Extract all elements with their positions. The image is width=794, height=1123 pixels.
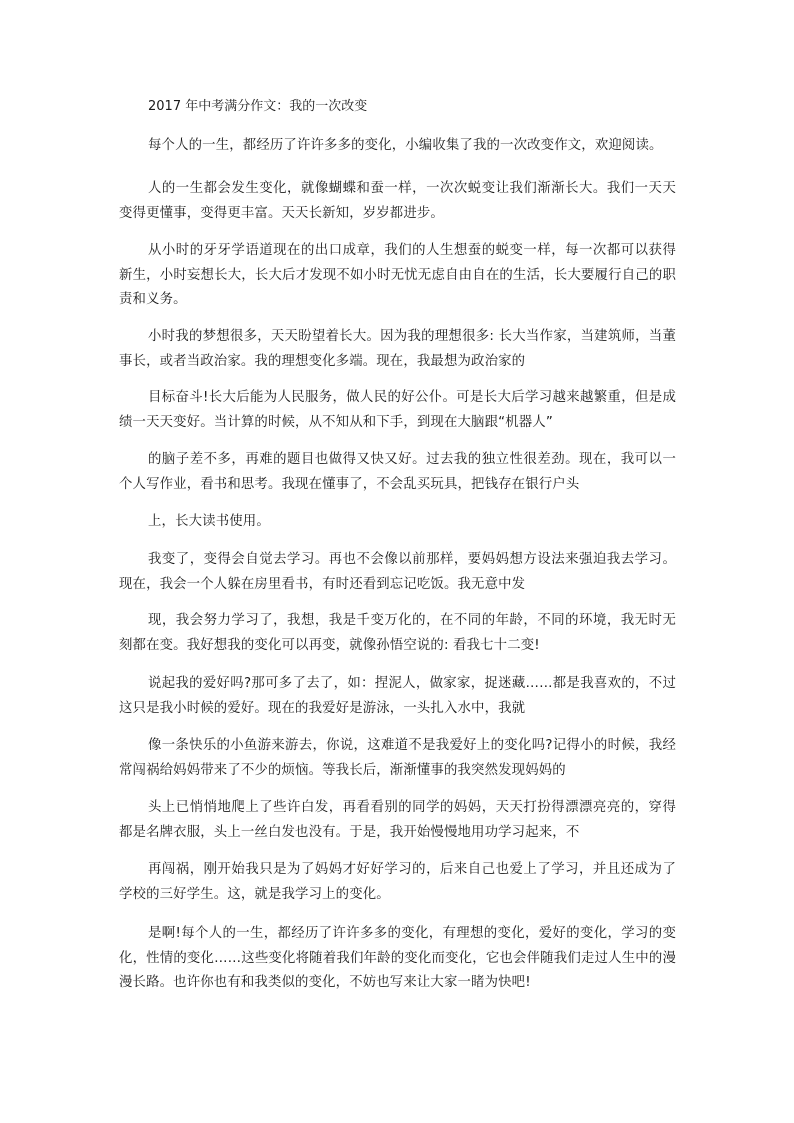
paragraph: 是啊!每个人的一生，都经历了许许多多的变化，有理想的变化，爱好的变化，学习的变化，性情的变化……这些变化将随着我们年龄的变化而变化，它也会伴随我们走过人生中的漫漫长路。也许你也有和我类似的变化，不妨也写来让大家一睹为快吧! bbox=[119, 926, 676, 990]
paragraph: 人的一生都会发生变化，就像蝴蝶和蚕一样，一次次蜕变让我们渐渐长大。我们一天天变得更懂事，变得更丰富。天天长新知，岁岁都进步。 bbox=[119, 181, 676, 221]
paragraph: 目标奋斗!长大后能为人民服务，做人民的好公仆。可是长大后学习越来越繁重，但是成绩一天天变好。当计算的时候，从不知从和下手，到现在大脑跟“机器人” bbox=[119, 390, 676, 430]
paragraph: 我变了，变得会自觉去学习。再也不会像以前那样，要妈妈想方设法来强迫我去学习。现在，我会一个人躲在房里看书，有时还看到忘记吃饭。我无意中发 bbox=[119, 552, 676, 592]
paragraph: 从小时的牙牙学语道现在的出口成章，我们的人生想蚕的蜕变一样，每一次都可以获得新生，小时妄想长大，长大后才发现不如小时无忧无虑自由自在的生活，长大要履行自己的职责和义务。 bbox=[119, 243, 676, 307]
paragraph: 说起我的爱好吗?那可多了去了，如：捏泥人，做家家，捉迷藏……都是我喜欢的，不过这只是我小时候的爱好。现在的我爱好是游泳，一头扎入水中，我就 bbox=[119, 676, 676, 716]
paragraph: 头上已悄悄地爬上了些许白发，再看看别的同学的妈妈，天天打扮得漂漂亮亮的，穿得都是名牌衣服，头上一丝白发也没有。于是，我开始慢慢地用功学习起来，不 bbox=[119, 800, 676, 840]
paragraph: 每个人的一生，都经历了许许多多的变化，小编收集了我的一次改变作文，欢迎阅读。 bbox=[148, 138, 663, 153]
paragraph: 的脑子差不多，再难的题目也做得又快又好。过去我的独立性很差劲。现在，我可以一个人写作业，看书和思考。我现在懂事了，不会乱买玩具，把钱存在银行户头 bbox=[119, 452, 676, 492]
paragraph: 上，长大读书使用。 bbox=[148, 514, 270, 529]
essay-title: 2017 年中考满分作文：我的一次改变 bbox=[148, 99, 368, 114]
paragraph: 像一条快乐的小鱼游来游去，你说，这难道不是我爱好上的变化吗?记得小的时候，我经常闯祸给妈妈带来了不少的烦恼。等我长后，渐渐懂事的我突然发现妈妈的 bbox=[119, 738, 676, 778]
paragraph: 现，我会努力学习了，我想，我是千变万化的，在不同的年龄，不同的环境，我无时无刻都在变。我好想我的变化可以再变，就像孙悟空说的: 看我七十二变! bbox=[119, 613, 676, 653]
paragraph: 小时我的梦想很多，天天盼望着长大。因为我的理想很多: 长大当作家，当建筑师，当董事长，或者当政治家。我的理想变化多端。现在，我最想为政治家的 bbox=[119, 329, 676, 369]
paragraph: 再闯祸，刚开始我只是为了妈妈才好好学习的，后来自己也爱上了学习，并且还成为了学校的三好学生。这，就是我学习上的变化。 bbox=[119, 862, 676, 902]
